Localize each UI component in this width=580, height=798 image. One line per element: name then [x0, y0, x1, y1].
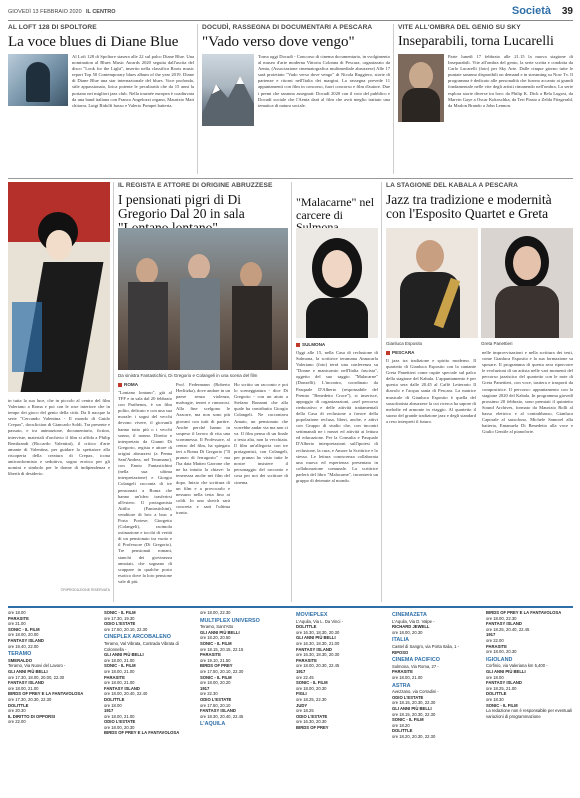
article-body-col3: Ho scritto un racconto e poi lo sceneggiatura - dice Di Gregorio - con un aiuto a Stefano Bonanni che alla quale ha contribuito Giorgio Colangeli. Ne raccontava Amato, un pensionato che vorrebbe andar via ma non ci va. Il film pensa di un finale a testa alta, non la vecchiaia. Il film un'allegoria con tre protagonisti, con Colangeli, per pranzo ho visto tutte le nostre insistere il personaggio del racconto e cosa per noi dei scrittore di cinema. — [234, 382, 288, 485]
showtimes: ore 17.50, 20.10 — [200, 702, 231, 708]
cinema-name: MOVIEPLEX — [296, 612, 328, 618]
showtimes: ore 19.40, 22.00 — [8, 643, 39, 649]
showtimes: ore 18.00, 21.00 — [104, 668, 135, 674]
showtimes: ore 17.30, 20.30, 22.30 — [8, 696, 52, 702]
article-lucarelli — [398, 24, 573, 176]
article-photo — [202, 54, 254, 126]
dateline-label: ROMA — [124, 382, 139, 387]
film-title: PARASITE — [296, 657, 317, 663]
showtimes: ore 16.30, 18.30, 20.30 — [296, 652, 340, 658]
showtimes: ore 18.00, 21.00 — [104, 657, 135, 663]
film-title: SONIC - IL FILM — [8, 626, 40, 632]
cinema-name: TERAMO — [8, 651, 32, 658]
article-kicker: IL REGISTA E ATTORE DI ORIGINE ABRUZZESE — [118, 182, 273, 189]
film-title: 1917 — [104, 708, 114, 714]
article-body: Torna oggi Docudì - Concorso di cinema documentario, in svolgimento al museo d'arte moderna Vittoria Colonna di Pescara, organizzato da Aenia, (Associazione cinematografica multimediale abruzzese) Alle 17 sarà proiettato "Vado verso dove vengo" di Nicola Ruggiero, storie di partenze e ritorni nell'Italia dei margini. La rassegna prevede 11 appuntamenti con film in concorso, fuori concorso e film d'autore. Due i premi che saranno assegnati: Docudì 2020 con il voto del pubblico e Docudì sociale che l'Aenia darà al film che avrà meglio trattato una tematica di natura sociale. — [258, 54, 390, 108]
showtimes: ore 18.00, 21.00 — [8, 685, 39, 691]
listings-col-6 — [486, 610, 573, 794]
article-body-col1: "Lontano lontano", già al TFF e in sala dal 20 febbraio con Parthenos, è un film polito, delicato e con una sua morale: i sogni del vecchi devono vivere, il giovanili hanno tutto più o i vecchi sonno, il nonno. Diretto e interpretato da Gianni Di Gregorio, regista e attore di origini abruzzesi (a Penna Sant'Andrea, nel Teramano), con Ennio Fantastichini (nella sua ultima interpretazione) e Giorgio Colangeli racconta di tre pensionati a Roma che hanno un'idea: trasferirsi all'estero. Il protagonista Attilio (Fantastichini), venditore di bric a brac a Porta Portese; Giorgetto (Colangeli), racimola ostinazione e tocchi di verità di un pensionato tra vuoto e il Professore (Di Gregorio). Tre pensionati romani, stanchi dei giovinezza annoiati, che sognano di scappare in qualche posto esotico dove la loro pensione vale di più. — [118, 390, 172, 584]
film-title: ODIO L'ESTATE — [296, 713, 328, 719]
showtimes: Teramo, Via Nuovi del Lavoro - — [8, 663, 66, 669]
article-illustration — [8, 182, 110, 392]
article-headline: "Vado verso dove vengo" — [202, 34, 355, 50]
article-di-gregorio — [118, 182, 288, 602]
film-title: FANTASY ISLAND — [200, 708, 236, 714]
article-body-col1: Il jazz tra tradizione e spirito moderno. Il quartetto di Gianluca Esposito con la cantante Greta Panettieri come ospite speciale sul palco della stagione del Kabala. L'appuntamento è per questa sera dalle 20.45 al Caffè Letterario Il diavolo e l'acqua santa di Pescara. La matrice musicale di Gianluca Esposito è quella del sassofonista abruzzese la cui ricerca ha sapore di melodie ed armonie in viaggio. Al quartetto il suono del grande tradizione jazz e degli standard a reso interpreti il futuro. — [386, 358, 476, 424]
showtimes: Teramo, Sant'Atto — [200, 624, 234, 630]
article-photo-right — [481, 228, 573, 338]
showtimes: ore 16.30, 18.30, 20.30 — [296, 629, 340, 635]
showtimes: Teramo, Val Vibrata, Contrada Vibrata di Colonnella - — [104, 640, 179, 652]
cinema-name: L'AQUILA — [200, 721, 226, 728]
showtimes: ore 18.25, 21.00 — [486, 685, 517, 691]
listings-col-1 — [8, 610, 98, 794]
header-section: Società — [511, 5, 551, 17]
showtimes: ore 22.00 — [8, 719, 26, 725]
showtimes: ore 18.20, 20.30, 22.30 — [392, 733, 436, 739]
article-crepax — [8, 182, 110, 602]
cinema-name: MULTIPLEX UNIVERSO — [200, 617, 260, 624]
film-title: SONIC - IL FILM — [296, 680, 328, 686]
article-headline: Inseparabili, torna Lucarelli — [398, 34, 554, 49]
film-title: SONIC - IL FILM — [486, 702, 518, 708]
film-title: IL DIRITTO DI OPPORSI — [8, 713, 56, 719]
film-title: FANTASY ISLAND — [296, 646, 332, 652]
film-title: ODIO L'ESTATE — [104, 719, 136, 725]
film-title: RIPOSO — [392, 649, 409, 655]
column-rule — [393, 24, 394, 174]
film-title: GLI ANNI PIÙ BELLI — [104, 652, 144, 658]
film-title: SONIC - IL FILM — [200, 640, 232, 646]
showtimes: ore 18.15, 20.30, 22.30 — [392, 700, 436, 706]
film-title: DOLITTLE — [8, 702, 29, 708]
film-title: GLI ANNI PIÙ BELLI — [296, 635, 336, 641]
listings-col-5-items — [392, 613, 480, 739]
cinema-name: ASTRA — [392, 682, 411, 689]
article-body-col2: nelle improvvisazioni e nella scrittura dei testi, come Gianluca Esposito e la sua formazione sa sposare. Il programma di questa sera ripercorre le evoluzioni di un artista nelle vari momenti del percorso jazzistico del quartetto con le note di Greta Panettieri, con voce, tastiera e trasporti da compositrice. Il percorso: appuntamento con la stagione 2020 del Kabala. In programma giovedì prossimo 20 febbraio, sono premiati il quintetto Sound Archives, formato da Maurizio Rolli al basso elettrico e al contrabbasso, Gianluca Caporale al sassofono, Michele Samorel alla batteria, Emanuela Di Benedetto alla voce e Giulio Gentile al pianoforte. — [482, 350, 573, 435]
dateline-label: PESCARA — [392, 350, 415, 355]
film-title: DOLITTLE — [296, 624, 317, 630]
article-kabala-jazz — [386, 182, 573, 602]
photo-caption: Da sinistra Fantastichini, Di Gregorio e Colangeli in una scena del film — [118, 373, 258, 378]
showtimes: ore 18.25, 20.40, 22.45 — [486, 626, 530, 632]
film-title: BIRDS OF PREY E LA FANTAVOLOSA — [8, 691, 84, 697]
listings-col-4 — [296, 610, 386, 794]
film-title: BIRDS OF PREY E LA FANTAVOLOSA — [104, 730, 180, 736]
film-title: 1917 — [486, 632, 496, 638]
showtimes: Sulmona, Via Roma, 27 - — [392, 663, 439, 669]
column-rule — [197, 24, 198, 174]
showtimes: ore 18.00, 20.30 — [486, 649, 517, 655]
listings-col-3-items — [200, 610, 290, 728]
article-body: Oggi alle 15, nella Casa di reclusione di Sulmona, la scrittrice teramana Annacarla Valeriano (foto) terrà una conferenza su "Donne e manicomio nell'Italia fascista", oggetto del suo saggio "Malacarne" (Donzelli). L'incontro, coordinato da Pasquale D'Alberto (responsabile del Premio "Benedetto Croce"), si inserisce, appoggio di organizzazioni, «nel percorso rieducativo e delle attività trattamentali della Casa di reclusione a favore della popolazione reclusa, liberi, anche, e attivi con Gruppo di studio che, con incontri settimanali ne i mezzi ed attività ai lettura ed educazione. Per la Consulta e Pasquale D'Alberto interpretazioni sull'ipotesi di reclusione, la cura, e Amore la Scrittrice e lo stesso. Le lettura conoscenza collaborata una nuova ed esperienza presentata in collaborazione comunale. La scrittrice parlerà del libro "Malacarne", incontrerà un gruppo di detenute al mondo. — [296, 350, 378, 483]
film-title: 1917 — [296, 668, 306, 674]
article-photo — [118, 228, 288, 370]
showtimes: ore 18.00, 20.30 — [104, 724, 135, 730]
showtimes: ore 18.20 — [392, 722, 410, 728]
showtimes: ore 17.50, 20.10, 22.30 — [104, 626, 148, 632]
cinema-name: CINEMA PACIFICO — [392, 657, 440, 664]
showtimes: ore 18.25, 22.30 — [296, 696, 327, 702]
film-title: GLI ANNI PIÙ BELLI — [392, 705, 432, 711]
film-title: PARASITE — [8, 615, 29, 621]
film-title: DOLITTLE — [486, 691, 507, 697]
film-title: SONIC - IL FILM — [392, 717, 424, 723]
column-rule — [113, 182, 114, 602]
showtimes: La redazione non è responsabile per eventuali variazioni di programmazione — [486, 708, 572, 719]
showtimes: ore 17.30, 19.30 — [104, 615, 135, 621]
article-kicker: DOCUDÌ, RASSEGNA DI DOCUMENTARI A PESCARA — [202, 24, 373, 31]
listings-col-3 — [200, 610, 290, 794]
showtimes: ore 22.45 — [296, 674, 314, 680]
showtimes: Avezzano, via Corradini - — [392, 689, 439, 695]
photo-caption-left: Gianluca Esposito — [386, 341, 423, 346]
film-title: BIRDS OF PREY — [200, 663, 233, 669]
dateline — [296, 342, 325, 347]
showtimes: ore 16.30, 20.30 — [296, 719, 327, 725]
article-diane-blue — [8, 24, 194, 176]
film-title: PARASITE — [104, 674, 125, 680]
showtimes: ore 18.00, 20.40, 22.40 — [104, 691, 148, 697]
film-title: FANTASY ISLAND — [104, 685, 140, 691]
showtimes: ore 20.30 — [8, 708, 26, 714]
showtimes: Corfinio, via Valeriana km 5,400 - — [486, 663, 548, 669]
listings-col-6-items — [486, 610, 573, 719]
listings-rule — [8, 606, 573, 608]
film-title: FANTASY ISLAND — [486, 680, 522, 686]
showtimes: L'Aquila, Via D. Valpe - — [392, 618, 435, 624]
article-kicker: AL LOFT 128 DI SPOLTORE — [8, 24, 97, 31]
article-kicker: VITE ALL'OMBRA DEL GENIO SU SKY — [398, 24, 521, 31]
article-headline: "Malacarne" nel carcere di — [296, 195, 375, 222]
page-header — [8, 5, 573, 19]
showtimes: ore 18.00, 21.00 — [104, 713, 135, 719]
article-body: in tutta la sua luce, che in piccolo al centro del film Valeriano a Roma e poi con le rose interiore che in tempo dei gioco del genio della città. Da lì nacque la serie "Cercando Valentina - Il mondo di Guido Crepax", docufiction di Giancarlo Soldi. Tra presente e passato, e tra animazione, documentario, fiction, interviste, materiali d'archivio il film si affida a Philip Rembrandt (Riccardo Valentini), il critico d'arte amante di Valentina, per guidare lo spettatore alla riscoperta della creatura di Crepax, icona anticonformista e seduttiva, sogno erotico per gli uomini e simbolo per le donne di indipendenza e libertà di desiderio. — [8, 398, 110, 477]
dateline-label: SULMONA — [302, 342, 326, 347]
mountain-icon — [202, 54, 254, 126]
film-title: FANTASY ISLAND — [8, 637, 44, 643]
article-headline: I pensionati pigri di Di Gregorio Dal 20 in sala — [118, 192, 245, 222]
showtimes: ore 18.25 — [296, 708, 314, 714]
cinema-name: ITALIA — [392, 637, 409, 644]
showtimes: ore 18.15, 20.15, 22.15 — [200, 646, 244, 652]
showtimes: ore 18.15, 20.30, 22.30 — [392, 711, 436, 717]
film-title: FANTASY ISLAND — [486, 621, 522, 627]
showtimes: ore 17.50, 20.10, 22.30 — [200, 668, 244, 674]
showtimes: ore 18.30 — [486, 696, 504, 702]
article-headline: La voce blues di Diane Blue — [8, 34, 179, 50]
film-title: FIGLI — [296, 691, 307, 697]
showtimes: Castel di Sangro, via Porta Italia, 1 - — [392, 643, 460, 649]
showtimes: ore 18.00, 22.30 — [486, 615, 517, 621]
cinema-name: CINEMAZETA — [392, 612, 427, 618]
film-title: SONIC - IL FILM — [104, 663, 136, 669]
article-photo — [8, 54, 68, 106]
article-docudi — [202, 24, 390, 176]
showtimes: ore 22.00 — [486, 637, 504, 643]
cinema-name: IGIOLAND — [486, 656, 513, 663]
article-photo — [398, 54, 444, 122]
article-body: Al Loft 128 di Spoltore stasera alle 22 sul palco Diane Blue. Una nomination al Blues Music Awards 2020 seguita dall'uscita del disco "Look for the Light", inserito nella classifica Roots music report Top 50 Contemporary blues album of the year 2019. Diane di Diane Blue una star internazionale del blues. Voce profonda, stile appassionato, lirica potente le peculiarità che da 15 anni la portano nei migliori jazz club. Nella tournée europea è coadiuvata da una band italiana con Franco Angelozzi organo, Maurizio Matt chitarra, Luigi Ridolfi basso e Valerio Pompei batteria. — [72, 54, 194, 108]
film-title: SONIC - IL FILM — [200, 674, 232, 680]
showtimes: ore 18.20, 20.50 — [200, 635, 231, 641]
article-photo-left — [386, 228, 478, 338]
showtimes: ore 18.00, 20.30, 22.45 — [296, 663, 340, 669]
page-number: 39 — [561, 6, 573, 17]
showtimes: L'Aquila, Via L. Da Vinci - — [296, 618, 343, 624]
film-title: JUDY — [296, 702, 308, 708]
showtimes: ore 18.00, 22.30 — [200, 610, 231, 615]
showtimes: ore 19.10, 21.50 — [200, 657, 231, 663]
article-body-col2: Prof. Federmann (Roberto Herlitzka), dove andare in un paese senza violenza, malvagie, teneri e rumorosi. Alla fine scelgono le Azzorre, ma non sono più giovani con tutti di partire. Anche perché hanno in sospeso il lavoro di vita una scommessa. Il Professore, al centro del film, ha spiegato ieri a Roma Di Gregorio ("Il pranzo di ferragosto" - ma l'ha data Matteo Garrone che ne ha intuito la chiave: la tenerezza anche nei film del dopo. Inizio che scrittura di un film e a provocarlo e nessuno nella testa fino ai coldi. In uno sketch sarà concreta e sarà l'ultima ironia. — [176, 382, 230, 515]
film-title: DOLITTLE — [104, 696, 125, 702]
showtimes: ore 18.00 — [486, 674, 504, 680]
film-title: PARASITE — [486, 643, 507, 649]
reproduction-credit: ©RIPRODUZIONE RISERVATA — [60, 588, 110, 592]
showtimes: ore 22.30 — [200, 691, 218, 697]
column-rule — [291, 182, 292, 602]
film-title: ODIO L'ESTATE — [200, 696, 232, 702]
film-title: GLI ANNI PIÙ BELLI — [486, 668, 526, 674]
listings-col-4-items — [296, 613, 386, 730]
film-title: ODIO L'ESTATE — [392, 694, 424, 700]
film-title: GLI ANNI PIÙ BELLI — [8, 668, 48, 674]
header-paper: IL CENTRO — [86, 9, 116, 15]
film-title: PARASITE — [392, 669, 413, 675]
column-rule — [381, 182, 382, 602]
article-malacarne — [296, 182, 378, 602]
dateline — [118, 382, 138, 387]
film-title: 1917 — [200, 685, 210, 691]
film-title: SONIC - IL FILM — [104, 610, 136, 615]
article-kicker: LA STAGIONE DEL KABALA A PESCARA — [386, 182, 519, 189]
showtimes: ore 18.00, 20.00 — [8, 632, 39, 638]
film-title: RICHARD JEWELL — [392, 624, 430, 630]
cinema-name: CINEPLEX ARCOBALENO — [104, 634, 171, 641]
showtimes: ore 18.00, 21.00 — [392, 674, 423, 680]
showtimes: ore 18.00, 20.20 — [200, 680, 231, 686]
film-title: FANTASY ISLAND — [8, 680, 44, 686]
header-date: GIOVEDÌ 13 FEBBRAIO 2020 — [8, 9, 82, 15]
film-title: ODIO L'ESTATE — [104, 621, 136, 627]
showtimes: ore 18.00 — [104, 702, 122, 708]
listings-col-5 — [392, 610, 480, 794]
dateline — [386, 350, 414, 355]
showtimes: ore 18.00, 21.00 — [104, 680, 135, 686]
film-title: GLI ANNI PIÙ BELLI — [200, 629, 240, 635]
photo-caption-right: Greta Panettieri — [481, 341, 513, 346]
showtimes: ore 21.00 — [8, 621, 26, 627]
article-body: Parte lunedì 17 febbraio alle 21.15 la nuova stagione di Inseparabili. Vite all'ombra del genio, la serie scritta e condotta da Carlo Lucarelli (foto) per Sky Arte. Dalle cinque giorno tutte le puntate saranno disponibili on demand e in streaming su Now Tv. Il programma è dedicato alle personalità che furono accanto ai grandi fondamentale nelle vite degli artisti rimanendo nell'ombra. La serie esplora storie diverse tra loro: da Philip K. Dick a Bela Lugosi, da Marvin Gaye a Oscar Kokoschka, da Teri Piasto a Zelda Fitzgerald, da Marlon Brando a John Lennon. — [448, 54, 573, 108]
film-title: BIRDS OF PREY E LA FANTAVOLOSA — [486, 610, 562, 615]
showtimes: ore 18.30, 20.40, 22.45 — [200, 713, 244, 719]
showtimes: ore 17.30, 18.00, 20.00, 22.30 — [8, 674, 65, 680]
showtimes: ore 18.00 — [8, 610, 26, 615]
film-title: BIRDS OF PREY — [296, 724, 329, 730]
film-title: DOLITTLE — [392, 728, 413, 734]
film-title: PARASITE — [200, 652, 221, 658]
showtimes: ore 18.00, 20.30 — [392, 629, 423, 635]
listings-col-2-items — [104, 610, 194, 736]
article-headline: Jazz tra tradizione e modernità con l'Esposito Quartet e Greta — [386, 192, 552, 222]
article-photo — [296, 228, 378, 338]
section-rule — [8, 178, 573, 179]
showtimes: ore 16.30, 18.30, 21.00 — [296, 640, 340, 646]
listings-col-2 — [104, 610, 194, 794]
header-rule — [8, 20, 573, 21]
listings-col-1-items — [8, 610, 98, 725]
cinema-name: SMERALDO — [8, 657, 32, 663]
showtimes: ore 18.00, 20.30 — [296, 685, 327, 691]
